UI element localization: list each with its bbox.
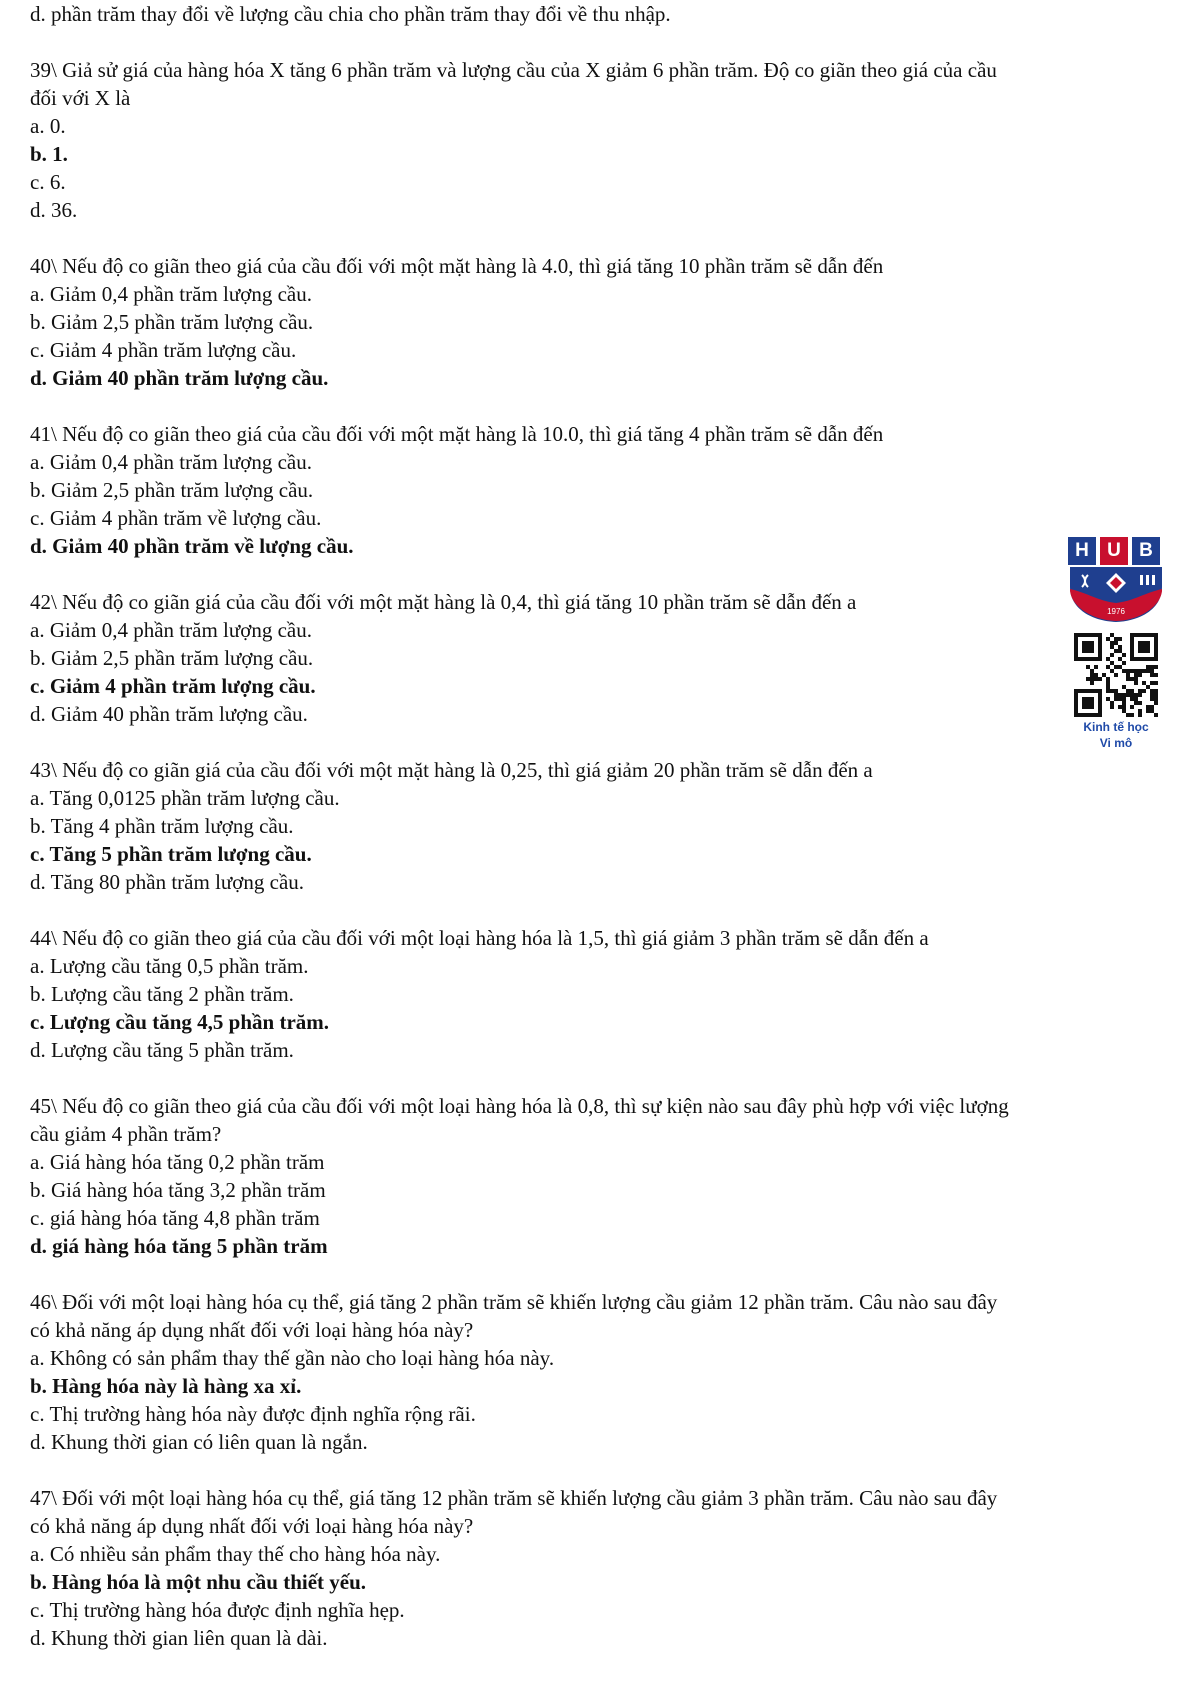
question-list <box>30 28 1170 1652</box>
answer-option: d. Khung thời gian có liên quan là ngắn. <box>30 1430 368 1454</box>
question-text: 42\ Nếu độ co giãn giá của cầu đối với một mặt hàng là 0,4, thì giá tăng 10 phần trăm sẽ dẫn đến a <box>30 590 857 614</box>
answer-option: d. Khung thời gian liên quan là dài. <box>30 1626 328 1650</box>
answer-option-correct: b. Hàng hóa này là hàng xa xỉ. <box>30 1374 302 1398</box>
answer-option: d. Giảm 40 phần trăm lượng cầu. <box>30 702 308 726</box>
question-text: 45\ Nếu độ co giãn theo giá của cầu đối với một loại hàng hóa là 0,8, thì sự kiện nào sau đây phù hợp với việc lượng <box>30 1094 1009 1118</box>
question-text: 44\ Nếu độ co giãn theo giá của cầu đối với một loại hàng hóa là 1,5, thì giá giảm 3 phần trăm sẽ dẫn đến a <box>30 926 929 950</box>
hub-letter-b: B <box>1132 537 1160 565</box>
question-text: 41\ Nếu độ co giãn theo giá của cầu đối với một mặt hàng là 10.0, thì giá tăng 4 phần trăm sẽ dẫn đến <box>30 422 884 446</box>
answer-option: c. giá hàng hóa tăng 4,8 phần trăm <box>30 1206 320 1230</box>
question-text: 39\ Giả sử giá của hàng hóa X tăng 6 phần trăm và lượng cầu của X giảm 6 phần trăm. Độ co giãn theo giá của cầu <box>30 58 997 82</box>
answer-option: b. Lượng cầu tăng 2 phần trăm. <box>30 982 294 1006</box>
answer-option: a. Giảm 0,4 phần trăm lượng cầu. <box>30 450 312 474</box>
top-line: d. phần trăm thay đổi về lượng cầu chia cho phần trăm thay đổi về thu nhập. <box>30 2 671 26</box>
question-text: 40\ Nếu độ co giãn theo giá của cầu đối với một mặt hàng là 4.0, thì giá tăng 10 phần trăm sẽ dẫn đến <box>30 254 884 278</box>
question-block <box>30 420 1170 560</box>
logo-caption-2: Vi mô <box>1099 736 1133 750</box>
answer-option-correct: c. Tăng 5 phần trăm lượng cầu. <box>30 842 312 866</box>
question-text: có khả năng áp dụng nhất đối với loại hàng hóa này? <box>30 1318 474 1342</box>
question-block <box>30 56 1170 224</box>
answer-option: c. Thị trường hàng hóa được định nghĩa hẹp. <box>30 1598 405 1622</box>
question-gap <box>30 1260 1170 1288</box>
hub-letter-u: U <box>1100 537 1128 565</box>
hub-logo <box>1068 537 1164 751</box>
answer-option: a. Tăng 0,0125 phần trăm lượng cầu. <box>30 786 340 810</box>
answer-option-correct: d. Giảm 40 phần trăm về lượng cầu. <box>30 534 354 558</box>
answer-option: a. Lượng cầu tăng 0,5 phần trăm. <box>30 954 309 978</box>
question-gap <box>30 1456 1170 1484</box>
answer-option-correct: c. Giảm 4 phần trăm lượng cầu. <box>30 674 316 698</box>
question-text: cầu giảm 4 phần trăm? <box>30 1122 222 1146</box>
answer-option: d. Tăng 80 phần trăm lượng cầu. <box>30 870 305 894</box>
question-text: có khả năng áp dụng nhất đối với loại hàng hóa này? <box>30 1514 474 1538</box>
hub-letters <box>1068 537 1164 565</box>
answer-option-correct: d. Giảm 40 phần trăm lượng cầu. <box>30 366 329 390</box>
question-gap <box>30 1064 1170 1092</box>
qr-code-icon <box>1068 633 1164 719</box>
answer-option-correct: c. Lượng cầu tăng 4,5 phần trăm. <box>30 1010 330 1034</box>
question-block <box>30 1092 1170 1260</box>
question-gap <box>30 728 1170 756</box>
answer-option: b. Giảm 2,5 phần trăm lượng cầu. <box>30 310 314 334</box>
hub-shield-emblem <box>1068 567 1164 623</box>
question-gap <box>30 560 1170 588</box>
question-text: 46\ Đối với một loại hàng hóa cụ thể, giá tăng 2 phần trăm sẽ khiến lượng cầu giảm 12 phần trăm. Câu nào sau đây <box>30 1290 998 1314</box>
answer-option: c. 6. <box>30 170 66 194</box>
question-block <box>30 1288 1170 1456</box>
answer-option: b. Giảm 2,5 phần trăm lượng cầu. <box>30 646 314 670</box>
question-gap <box>30 392 1170 420</box>
answer-option: c. Giảm 4 phần trăm lượng cầu. <box>30 338 297 362</box>
answer-option: d. 36. <box>30 198 78 222</box>
answer-option: d. Lượng cầu tăng 5 phần trăm. <box>30 1038 294 1062</box>
answer-option: a. Có nhiều sản phẩm thay thế cho hàng hóa này. <box>30 1542 441 1566</box>
answer-option: a. Giảm 0,4 phần trăm lượng cầu. <box>30 282 312 306</box>
answer-option: b. Tăng 4 phần trăm lượng cầu. <box>30 814 294 838</box>
hub-letter-h: H <box>1068 537 1096 565</box>
question-gap <box>30 896 1170 924</box>
answer-option: c. Thị trường hàng hóa này được định nghĩa rộng rãi. <box>30 1402 476 1426</box>
question-gap <box>30 28 1170 56</box>
question-block <box>30 1484 1170 1652</box>
question-text: 43\ Nếu độ co giãn giá của cầu đối với một mặt hàng là 0,25, thì giá giảm 20 phần trăm sẽ dẫn đến a <box>30 758 873 782</box>
answer-option: a. Giảm 0,4 phần trăm lượng cầu. <box>30 618 312 642</box>
document-body <box>30 0 1170 1652</box>
answer-option: b. Giảm 2,5 phần trăm lượng cầu. <box>30 478 314 502</box>
question-block <box>30 756 1170 896</box>
answer-option: a. Không có sản phẩm thay thế gần nào cho loại hàng hóa này. <box>30 1346 555 1370</box>
question-block <box>30 252 1170 392</box>
question-text: 47\ Đối với một loại hàng hóa cụ thể, giá tăng 12 phần trăm sẽ khiến lượng cầu giảm 3 phần trăm. Câu nào sau đây <box>30 1486 998 1510</box>
answer-option: a. 0. <box>30 114 66 138</box>
question-gap <box>30 224 1170 252</box>
answer-option: b. Giá hàng hóa tăng 3,2 phần trăm <box>30 1178 326 1202</box>
answer-option: c. Giảm 4 phần trăm về lượng cầu. <box>30 506 322 530</box>
answer-option-correct: b. 1. <box>30 142 68 166</box>
hub-year: 1976 <box>1107 607 1125 616</box>
logo-caption-1: Kinh tế học <box>1083 720 1149 734</box>
question-text: đối với X là <box>30 86 131 110</box>
answer-option-correct: b. Hàng hóa là một nhu cầu thiết yếu. <box>30 1570 367 1594</box>
question-block <box>30 924 1170 1064</box>
answer-option: a. Giá hàng hóa tăng 0,2 phần trăm <box>30 1150 325 1174</box>
answer-option-correct: d. giá hàng hóa tăng 5 phần trăm <box>30 1234 328 1258</box>
question-block <box>30 588 1170 728</box>
